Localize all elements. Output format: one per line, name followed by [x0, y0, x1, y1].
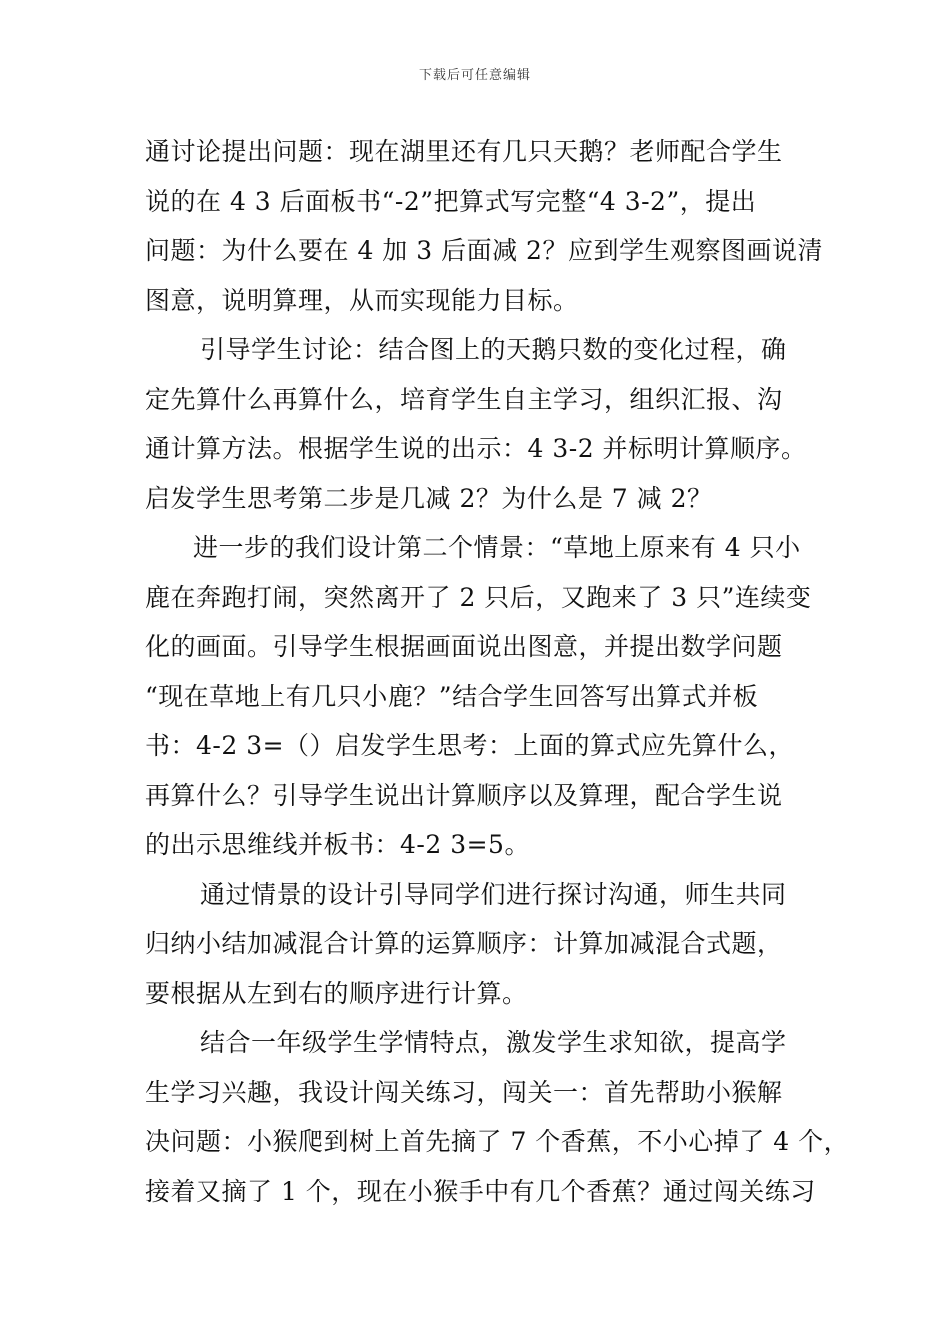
paragraph-line: 书：4-2 3=（）启发学生思考：上面的算式应先算什么，	[145, 731, 795, 760]
paragraph-line: 说的在 4 3 后面板书“-2”把算式写完整“4 3-2”，提出	[145, 186, 757, 216]
paragraph-line: 生学习兴趣，我设计闯关练习，闯关一：首先帮助小猴解	[145, 1077, 783, 1107]
paragraph-line: 归纳小结加减混合计算的运算顺序：计算加减混合式题，	[145, 929, 783, 958]
paragraph-line: 再算什么？引导学生说出计算顺序以及算理，配合学生说	[145, 780, 783, 810]
paragraph-line: 化的画面。引导学生根据画面说出图意，并提出数学问题	[145, 632, 783, 661]
paragraph-line: 图意，说明算理，从而实现能力目标。	[145, 285, 579, 315]
paragraph-line: 接着又摘了 1 个，现在小猴手中有几个香蕉？通过闯关练习	[145, 1176, 816, 1206]
paragraph-line: 决问题：小猴爬到树上首先摘了 7 个香蕉，不小心掉了 4 个，	[145, 1127, 850, 1156]
paragraph-line: 结合一年级学生学情特点，激发学生求知欲，提高学	[200, 1028, 787, 1057]
paragraph-line: 通讨论提出问题：现在湖里还有几只天鹅？老师配合学生	[145, 137, 783, 166]
paragraph-line: 通过情景的设计引导同学们进行探讨沟通，师生共同	[200, 879, 787, 909]
paragraph-line: 问题：为什么要在 4 加 3 后面减 2？应到学生观察图画说清	[145, 236, 823, 265]
paragraph-line: 定先算什么再算什么，培育学生自主学习，组织汇报、沟	[145, 384, 783, 414]
body-text	[145, 127, 850, 1216]
paragraph-line: 进一步的我们设计第二个情景：“草地上原来有 4 只小	[193, 533, 801, 562]
paragraph-line: 鹿在奔跑打闹，突然离开了 2 只后，又跑来了 3 只”连续变	[145, 582, 812, 612]
paragraph-line: 的出示思维线并板书：4-2 3=5。	[145, 830, 530, 859]
paragraph-line: “现在草地上有几只小鹿？”结合学生回答写出算式并板	[145, 681, 759, 711]
paragraph-line: 要根据从左到右的顺序进行计算。	[145, 978, 528, 1008]
paragraph-line: 通计算方法。根据学生说的出示：4 3-2 并标明计算顺序。	[145, 434, 807, 463]
paragraph-line: 启发学生思考第二步是几减 2？为什么是 7 减 2？	[145, 483, 713, 513]
paragraph-line: 引导学生讨论：结合图上的天鹅只数的变化过程，确	[200, 335, 787, 364]
page-header: 下载后可任意编辑	[418, 68, 531, 83]
